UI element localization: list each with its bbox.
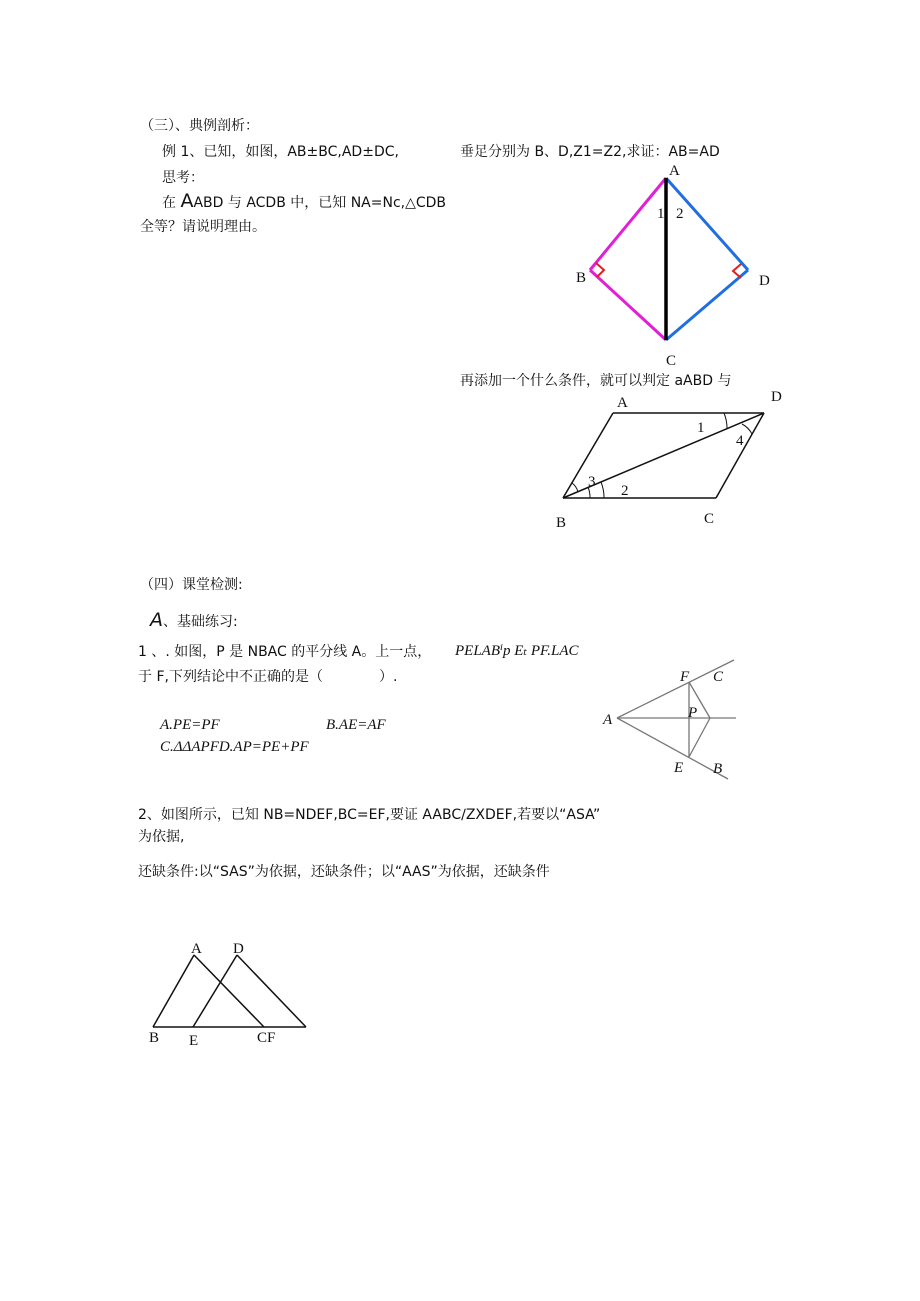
add-condition-text: 再添加一个什么条件，就可以判定 aABD 与 — [460, 373, 732, 389]
example-1-suffix: 垂足分别为 B、D,Z1=Z2,求证：AB=AD — [460, 144, 720, 160]
section-heading-4: （四）课堂检测: — [140, 577, 243, 593]
question-prefix: 在 — [162, 195, 176, 211]
label-f: F — [680, 669, 690, 685]
question-1-text: 1 、. 如图，P 是 NBAC 的平分线 A。上一点， — [138, 644, 432, 660]
label-c: C — [704, 511, 715, 527]
question-2-line-1: 2、如图所示，已知 NB=NDEF,BC=EF,要证 AABC∕ZXDEF,若要以“ASA” — [138, 807, 601, 823]
question-2-line-3: 还缺条件:以“SAS”为依据，还缺条件；以“AAS”为依据，还缺条件 — [138, 864, 550, 880]
label-a: A — [603, 712, 613, 728]
label-c: C — [713, 669, 724, 685]
label-angle-1: 1 — [657, 206, 665, 222]
option-a: A.PE=PF — [160, 717, 220, 733]
subsection-rest: 、基础练习: — [163, 614, 238, 630]
think-label: 思考： — [162, 170, 204, 186]
label-angle-2: 2 — [621, 483, 629, 499]
label-b: B — [149, 1030, 160, 1046]
question-1-continue: 于 F,下列结论中不正确的是（ ）. — [138, 669, 398, 685]
label-b: B — [713, 761, 723, 777]
question-1-formula: PELABⁱp Eₜ PF.LAC — [455, 643, 579, 659]
question-big-letter: A — [180, 190, 194, 212]
label-e: E — [189, 1033, 199, 1049]
label-a: A — [617, 395, 628, 411]
label-e: E — [674, 760, 684, 776]
label-cf: CF — [257, 1030, 276, 1046]
label-angle-2: 2 — [676, 206, 684, 222]
option-b: B.AE=AF — [326, 717, 386, 733]
question-2-line-2: 为依据, — [138, 829, 185, 845]
example-1-prefix: 例 1、已知，如图，AB±BC,AD±DC, — [162, 144, 399, 160]
question-mid: ABD 与 ACDB 中，已知 NA=Nc,△CDB — [193, 195, 447, 211]
label-b: B — [556, 515, 567, 531]
label-angle-3: 3 — [588, 474, 596, 490]
section-heading-3: （三）、典例剖析： — [140, 118, 259, 134]
label-b: B — [576, 270, 587, 286]
label-angle-4: 4 — [736, 433, 744, 449]
label-a: A — [191, 941, 202, 957]
label-d: D — [759, 273, 770, 289]
label-a: A — [669, 163, 680, 179]
label-angle-1: 1 — [697, 420, 705, 436]
question-continue: 全等？请说明理由。 — [140, 219, 266, 235]
option-c-d: C.ΔΔAPFD.AP=PE+PF — [160, 739, 309, 755]
label-c: C — [666, 353, 677, 369]
label-d: D — [233, 941, 244, 957]
label-p: P — [688, 705, 698, 721]
label-d: D — [771, 389, 782, 405]
subsection-big-letter: A — [150, 609, 163, 631]
